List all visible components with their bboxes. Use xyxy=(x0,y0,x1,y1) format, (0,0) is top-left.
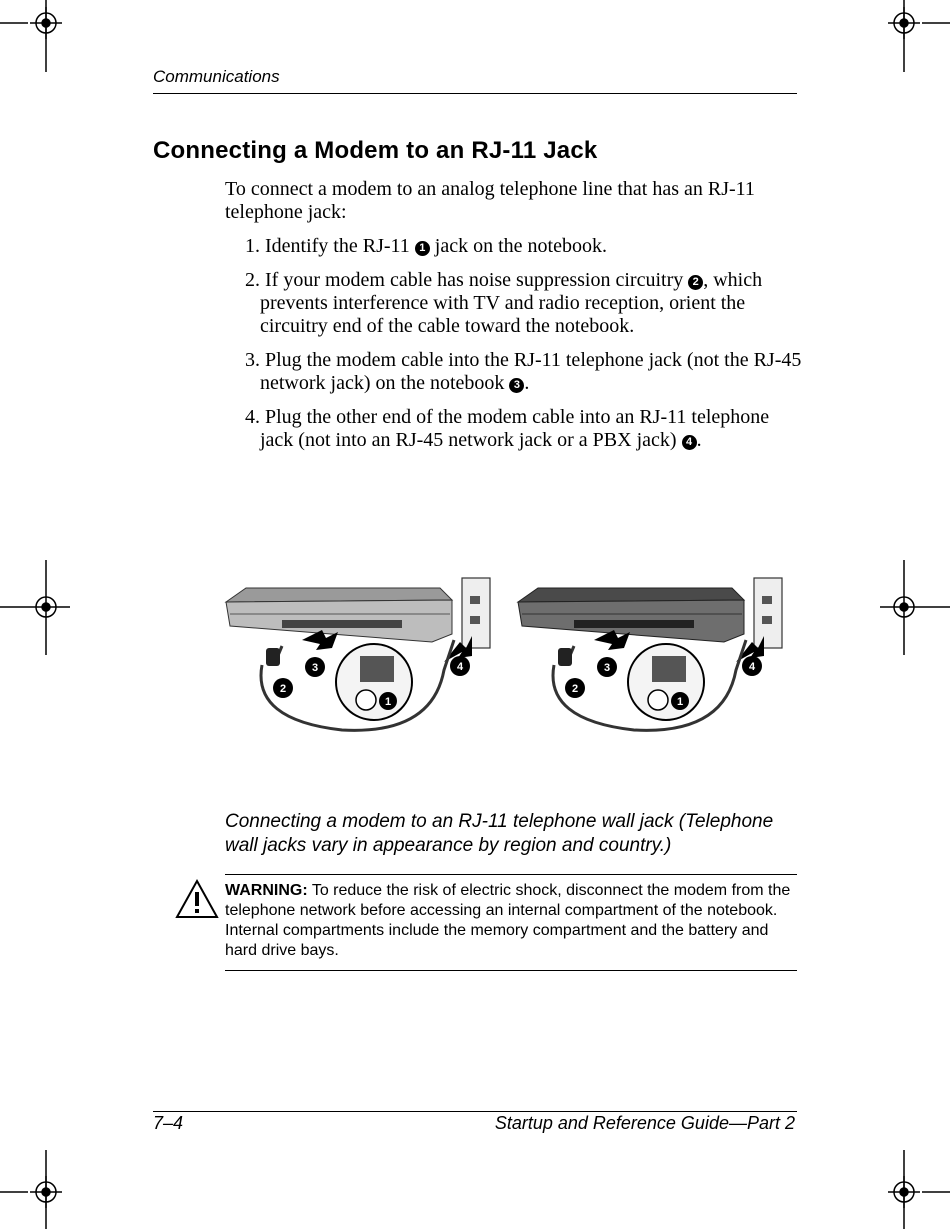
left-noise-suppressor xyxy=(266,648,280,666)
step-text-after: . xyxy=(696,429,702,451)
book-title: Startup and Reference Guide—Part 2 xyxy=(494,1113,795,1133)
section-title: Connecting a Modem to an RJ-11 Jack xyxy=(153,137,598,164)
left-callout-2: 2 xyxy=(279,683,287,695)
step-item xyxy=(225,406,805,452)
page-number: 7–4 xyxy=(153,1113,184,1133)
step-text xyxy=(260,406,805,452)
step-number: 3. xyxy=(245,349,260,371)
crop-mark-bottom-left xyxy=(0,1150,62,1229)
warning-bottom-rule xyxy=(225,970,797,971)
figure-caption: Connecting a modem to an RJ-11 telephone wall jack (Telephone wall jacks vary in appearance by region and country.) xyxy=(225,811,774,856)
step-number: 4. xyxy=(245,406,260,428)
step-item xyxy=(225,269,805,338)
step-text-after: , which prevents interference with TV and radio reception, orient the circuitry end of the cable toward the notebook. xyxy=(260,269,763,337)
step-number: 1. xyxy=(245,235,260,257)
step-text-before: Plug the other end of the modem cable into an RJ-11 telephone jack (not into an RJ-45 network jack or a PBX jack) xyxy=(260,406,770,451)
warning-text: To reduce the risk of electric shock, disconnect the modem from the telephone network before accessing an internal compartment of the notebook. Internal compartments include the memory compartment and the battery and hard drive bays. xyxy=(225,882,791,959)
right-callout-2: 2 xyxy=(571,683,579,695)
callout-3-icon: 3 xyxy=(509,378,524,393)
crop-mark-top-left xyxy=(0,0,62,72)
left-wall-plate xyxy=(462,578,490,648)
step-text xyxy=(260,349,805,395)
step-item xyxy=(225,235,805,258)
warning-label: WARNING: xyxy=(225,882,308,899)
warning-note xyxy=(225,881,797,961)
step-text-before: If your modem cable has noise suppression circuitry xyxy=(265,269,689,291)
callout-4-icon: 4 xyxy=(682,435,697,450)
right-noise-suppressor xyxy=(558,648,572,666)
crop-mark-mid-right xyxy=(880,560,950,655)
step-number: 2. xyxy=(245,269,260,291)
footer-rule xyxy=(153,1111,797,1112)
right-illustration xyxy=(518,578,782,730)
right-callout-3: 3 xyxy=(603,662,611,674)
left-callout-1: 1 xyxy=(384,696,392,708)
step-text-after: jack on the notebook. xyxy=(429,235,607,257)
right-notebook-ports xyxy=(574,620,694,628)
modem-connection-illustration xyxy=(222,570,797,740)
step-text-before: Identify the RJ-11 xyxy=(265,235,415,257)
step-text-after: . xyxy=(524,372,530,394)
step-text xyxy=(260,269,805,338)
crop-mark-mid-left xyxy=(0,560,70,655)
step-text-before: Plug the modem cable into the RJ-11 telephone jack (not the RJ-45 network jack) on the notebook xyxy=(260,349,802,394)
left-illustration xyxy=(226,578,490,730)
left-notebook-ports xyxy=(282,620,402,628)
steps-list xyxy=(225,235,805,463)
right-callout-4: 4 xyxy=(748,661,756,673)
callout-1-icon: 1 xyxy=(415,241,430,256)
step-item xyxy=(225,349,805,395)
warning-top-rule xyxy=(225,874,797,875)
right-callout-1: 1 xyxy=(676,696,684,708)
step-text xyxy=(260,235,805,258)
callout-2-icon: 2 xyxy=(688,275,703,290)
intro-paragraph: To connect a modem to an analog telephone line that has an RJ-11 telephone jack: xyxy=(225,178,755,223)
warning-triangle-icon xyxy=(174,878,220,920)
header-rule xyxy=(153,93,797,94)
running-head: Communications xyxy=(153,67,280,86)
left-callout-4: 4 xyxy=(456,661,464,673)
crop-mark-bottom-right xyxy=(888,1150,950,1229)
left-callout-3: 3 xyxy=(311,662,319,674)
right-wall-plate xyxy=(754,578,782,648)
crop-mark-top-right xyxy=(888,0,950,72)
